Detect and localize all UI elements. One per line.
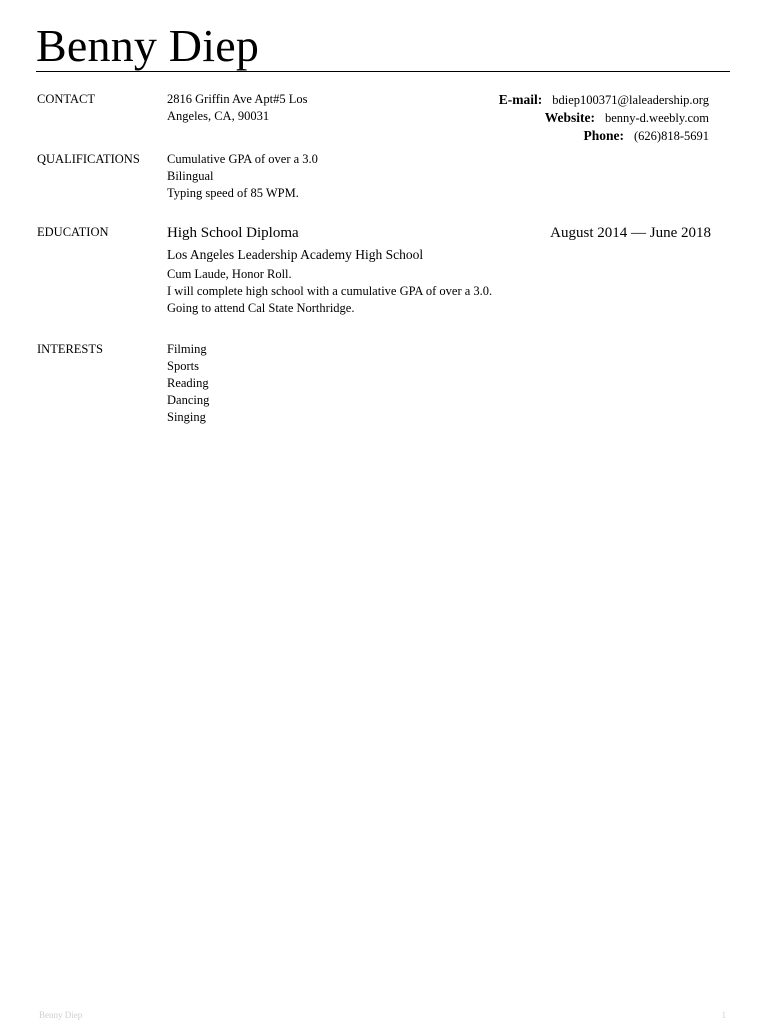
education-dates: August 2014 — June 2018 (550, 225, 711, 241)
header-divider (36, 71, 730, 72)
list-item: Dancing (167, 393, 210, 407)
phone-row (499, 127, 709, 145)
resume-name: Benny Diep (36, 20, 260, 71)
page-number: 1 (721, 1010, 726, 1020)
list-item: Sports (167, 359, 199, 373)
contact-address (167, 91, 308, 125)
address-line: 2816 Griffin Ave Apt#5 Los (167, 92, 308, 106)
education-section-label: EDUCATION (37, 225, 109, 239)
website-row (499, 109, 709, 127)
list-item: Cumulative GPA of over a 3.0 (167, 152, 318, 166)
interests-list (167, 341, 209, 426)
list-item: Singing (167, 410, 206, 424)
email-row (499, 91, 709, 109)
list-item: Bilingual (167, 169, 214, 183)
website-link[interactable]: benny-d.weebly.com (604, 111, 709, 125)
education-details (167, 266, 492, 317)
qualifications-section-label: QUALIFICATIONS (37, 152, 140, 166)
contact-section-label: CONTACT (37, 92, 96, 106)
list-item: I will complete high school with a cumulative GPA of over a 3.0. (167, 284, 493, 298)
list-item: Reading (167, 376, 209, 390)
list-item: Filming (167, 342, 207, 356)
email-label: E-mail: (498, 92, 543, 107)
footer-name: Benny Diep (39, 1010, 83, 1020)
list-item: Cum Laude, Honor Roll. (167, 267, 292, 281)
degree-title: High School Diploma (167, 225, 299, 241)
list-item: Typing speed of 85 WPM. (167, 186, 299, 200)
contact-details (499, 91, 709, 145)
school-name: Los Angeles Leadership Academy High School (167, 247, 424, 262)
phone-label: Phone: (583, 128, 624, 143)
qualifications-list (167, 151, 318, 202)
address-line: Angeles, CA, 90031 (167, 109, 270, 123)
email-link[interactable]: bdiep100371@laleadership.org (552, 93, 709, 107)
interests-section-label: INTERESTS (37, 342, 103, 356)
website-label: Website: (544, 110, 595, 125)
list-item: Going to attend Cal State Northridge. (167, 301, 355, 315)
phone-number: (626)818-5691 (634, 129, 709, 143)
